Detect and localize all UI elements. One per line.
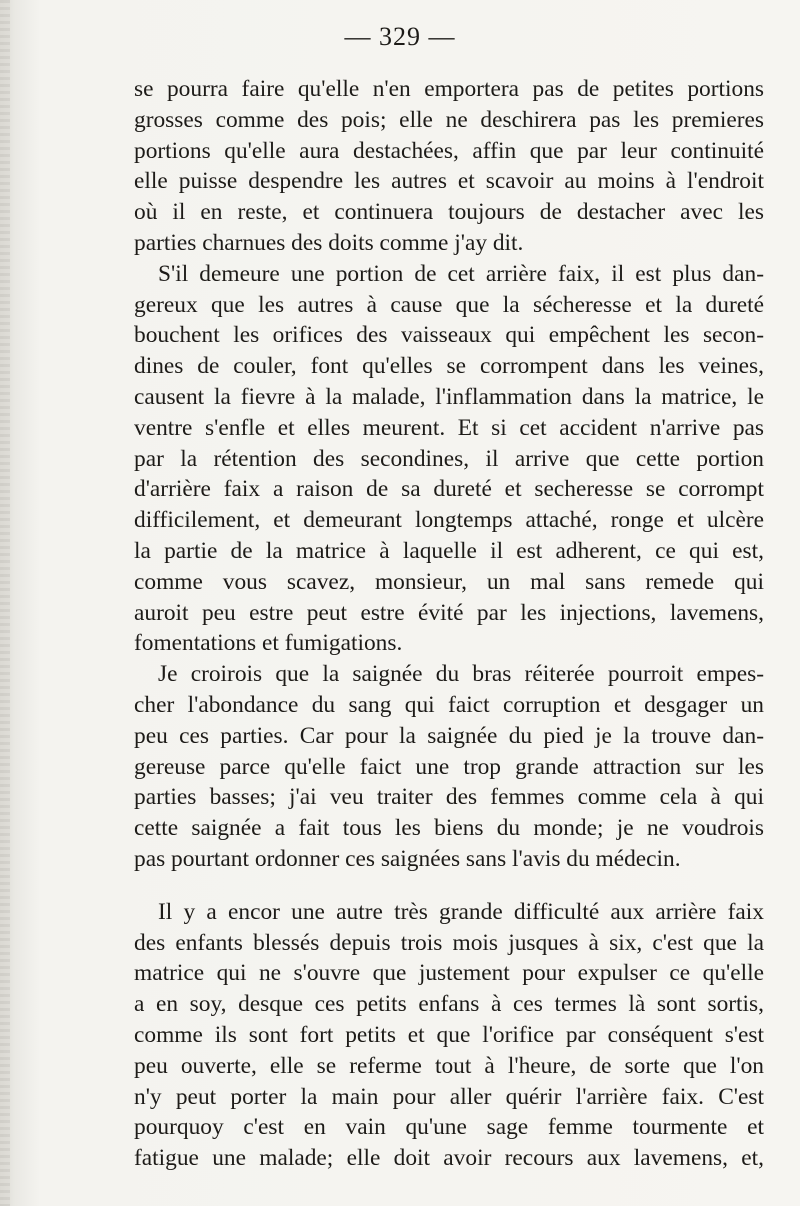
text-line: portions qu'elle aura destachées, affin que par leur continuité <box>134 137 764 164</box>
text-line: la partie de la matrice à laquelle il est adherent, ce qui est, <box>134 537 764 564</box>
paragraph <box>134 259 764 659</box>
text-line: fomentations et fumigations. <box>134 630 403 657</box>
text-line: Il y a encor une autre très grande difficulté aux arrière faix <box>158 898 764 925</box>
text-line: fatigue une malade; elle doit avoir recours aux lavemens, et, <box>134 1145 764 1172</box>
text-line: n'y peut porter la main pour aller quérir l'arrière faix. C'est <box>134 1083 764 1110</box>
text-line: cher l'abondance du sang qui faict corruption et desgager un <box>134 691 764 718</box>
text-line: bouchent les orifices des vaisseaux qui empêchent les secon- <box>134 322 764 349</box>
paragraph <box>134 897 764 1174</box>
text-line: difficilement, et demeurant longtemps attaché, ronge et ulcère <box>134 507 764 534</box>
text-line: S'il demeure une portion de cet arrière faix, il est plus dan- <box>158 260 764 287</box>
text-line: pas pourtant ordonner ces saignées sans l'avis du médecin. <box>134 845 681 872</box>
text-line: parties basses; j'ai veu traiter des femmes comme cela à qui <box>134 784 764 811</box>
text-line: Je croirois que la saignée du bras réiterée pourroit empes- <box>158 661 764 688</box>
text-line: cette saignée a fait tous les biens du monde; je ne voudrois <box>134 815 764 842</box>
text-line: a en soy, desque ces petits enfans à ces termes là sont sortis, <box>134 991 764 1018</box>
text-line: où il en reste, et continuera toujours de destacher avec les <box>134 199 764 226</box>
text-line: auroit peu estre peut estre évité par les injections, lavemens, <box>134 599 764 626</box>
page-number: — 329 — <box>344 22 456 51</box>
text-line: causent la fievre à la malade, l'inflammation dans la matrice, le <box>134 383 764 410</box>
text-line: pourquoy c'est en vain qu'une sage femme tourmente et <box>134 1114 764 1141</box>
text-line: peu ouverte, elle se referme tout à l'heure, de sorte que l'on <box>134 1052 764 1079</box>
text-line: ventre s'enfle et elles meurent. Et si cet accident n'arrive pas <box>134 414 764 441</box>
text-line: par la rétention des secondines, il arrive que cette portion <box>134 445 764 472</box>
text-line: se pourra faire qu'elle n'en emportera pas de petites portions <box>134 76 764 102</box>
paragraph <box>134 659 764 875</box>
text-line: elle puisse despendre les autres et scavoir au moins à l'endroit <box>134 168 764 195</box>
paragraph <box>134 74 764 259</box>
text-line: matrice qui ne s'ouvre que justement pour expulser ce qu'elle <box>134 960 764 987</box>
text-line: comme vous scavez, monsieur, un mal sans remede qui <box>134 568 764 595</box>
body-text <box>134 74 764 1174</box>
text-line: dines de couler, font qu'elles se corrompent dans les veines, <box>134 353 764 380</box>
text-line: grosses comme des pois; elle ne deschirera pas les premieres <box>134 106 764 133</box>
text-line: des enfants blessés depuis trois mois jusques à six, c'est que la <box>134 929 764 956</box>
text-line: d'arrière faix a raison de sa dureté et secheresse se corrompt <box>134 476 764 503</box>
text-line: gereux que les autres à cause que la sécheresse et la dureté <box>134 291 764 318</box>
text-line: peu ces parties. Car pour la saignée du pied je la trouve dan- <box>134 722 764 749</box>
text-line: gereuse parce qu'elle faict une trop grande attraction sur les <box>134 753 764 780</box>
text-line: comme ils sont fort petits et que l'orifice par conséquent s'est <box>134 1021 764 1048</box>
text-line: parties charnues des doits comme j'ay dit. <box>134 229 524 256</box>
